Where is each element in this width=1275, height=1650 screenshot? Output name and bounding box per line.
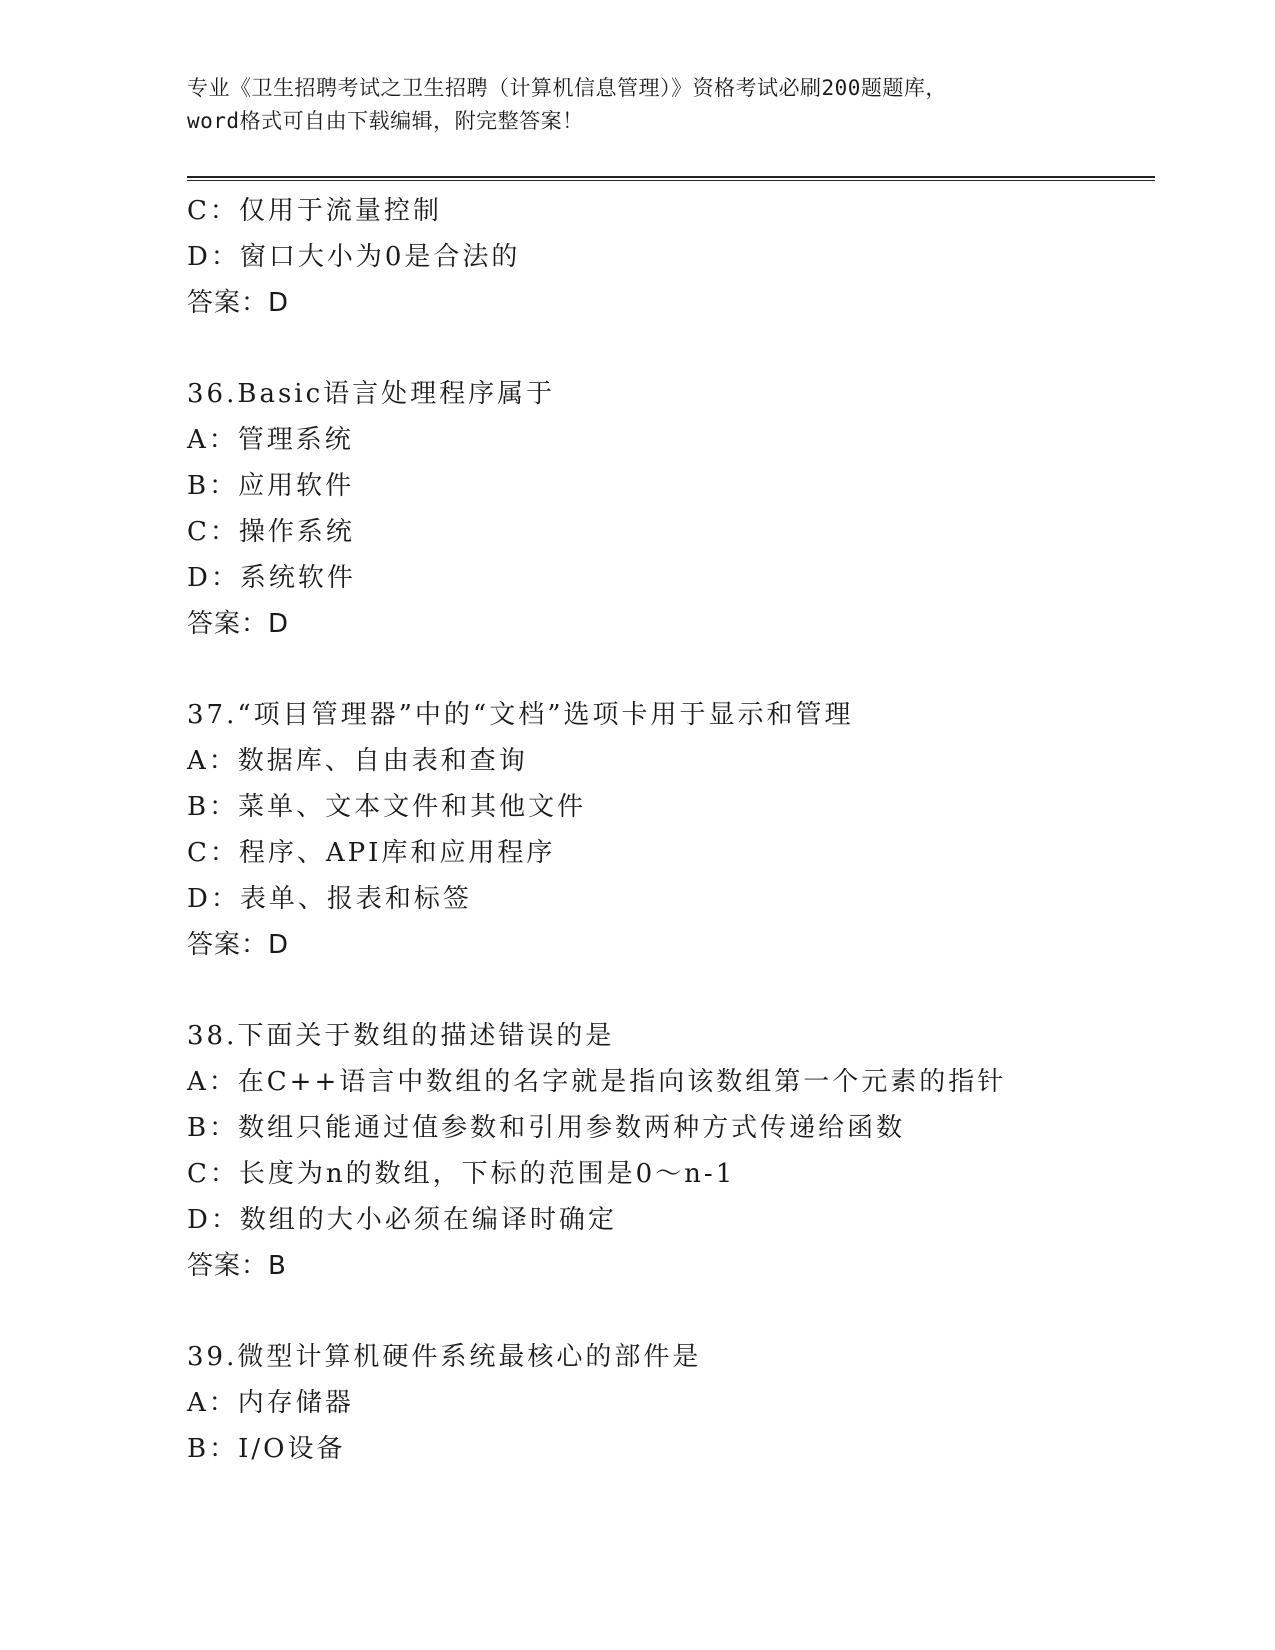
page-header — [187, 72, 1087, 138]
option-a: A：内存储器 — [187, 1388, 354, 1418]
answer: 答案：D — [187, 288, 290, 318]
option-d: D：系统软件 — [187, 563, 356, 593]
question-stem: 36.Basic语言处理程序属于 — [187, 379, 556, 409]
question-35-continued — [187, 188, 1155, 326]
question-list — [187, 188, 1155, 1472]
option-a: A：管理系统 — [187, 425, 354, 455]
option-c: C：操作系统 — [187, 517, 355, 547]
option-d: D：窗口大小为0是合法的 — [187, 242, 521, 272]
question-36 — [187, 371, 1155, 647]
option-c: C：仅用于流量控制 — [187, 196, 442, 226]
option-d: D：表单、报表和标签 — [187, 884, 472, 914]
header-title-line-1: 专业《卫生招聘考试之卫生招聘（计算机信息管理）》资格考试必刷200题题库， — [187, 76, 947, 100]
option-b: B：菜单、文本文件和其他文件 — [187, 792, 587, 822]
header-title-line-2: word格式可自由下载编辑，附完整答案！ — [187, 109, 584, 133]
spacer — [187, 1289, 1155, 1334]
header-divider — [187, 176, 1155, 181]
answer: 答案：D — [187, 930, 290, 960]
spacer — [187, 647, 1155, 692]
question-stem: 39.微型计算机硬件系统最核心的部件是 — [187, 1342, 702, 1372]
option-d: D：数组的大小必须在编译时确定 — [187, 1205, 617, 1235]
question-39 — [187, 1334, 1155, 1472]
answer: 答案：D — [187, 609, 290, 639]
option-b: B：I/O设备 — [187, 1434, 346, 1464]
option-c: C：长度为n的数组，下标的范围是0～n-1 — [187, 1159, 736, 1189]
question-stem: 38.下面关于数组的描述错误的是 — [187, 1021, 615, 1051]
option-a: A：数据库、自由表和查询 — [187, 746, 528, 776]
option-c: C：程序、API库和应用程序 — [187, 838, 556, 868]
option-b: B：数组只能通过值参数和引用参数两种方式传递给函数 — [187, 1113, 906, 1143]
question-stem: 37.“项目管理器”中的“文档”选项卡用于显示和管理 — [187, 700, 854, 730]
question-37 — [187, 692, 1155, 968]
answer: 答案：B — [187, 1251, 287, 1281]
spacer — [187, 968, 1155, 1013]
spacer — [187, 326, 1155, 371]
question-38 — [187, 1013, 1155, 1289]
option-b: B：应用软件 — [187, 471, 355, 501]
option-a: A：在C++语言中数组的名字就是指向该数组第一个元素的指针 — [187, 1067, 1007, 1097]
